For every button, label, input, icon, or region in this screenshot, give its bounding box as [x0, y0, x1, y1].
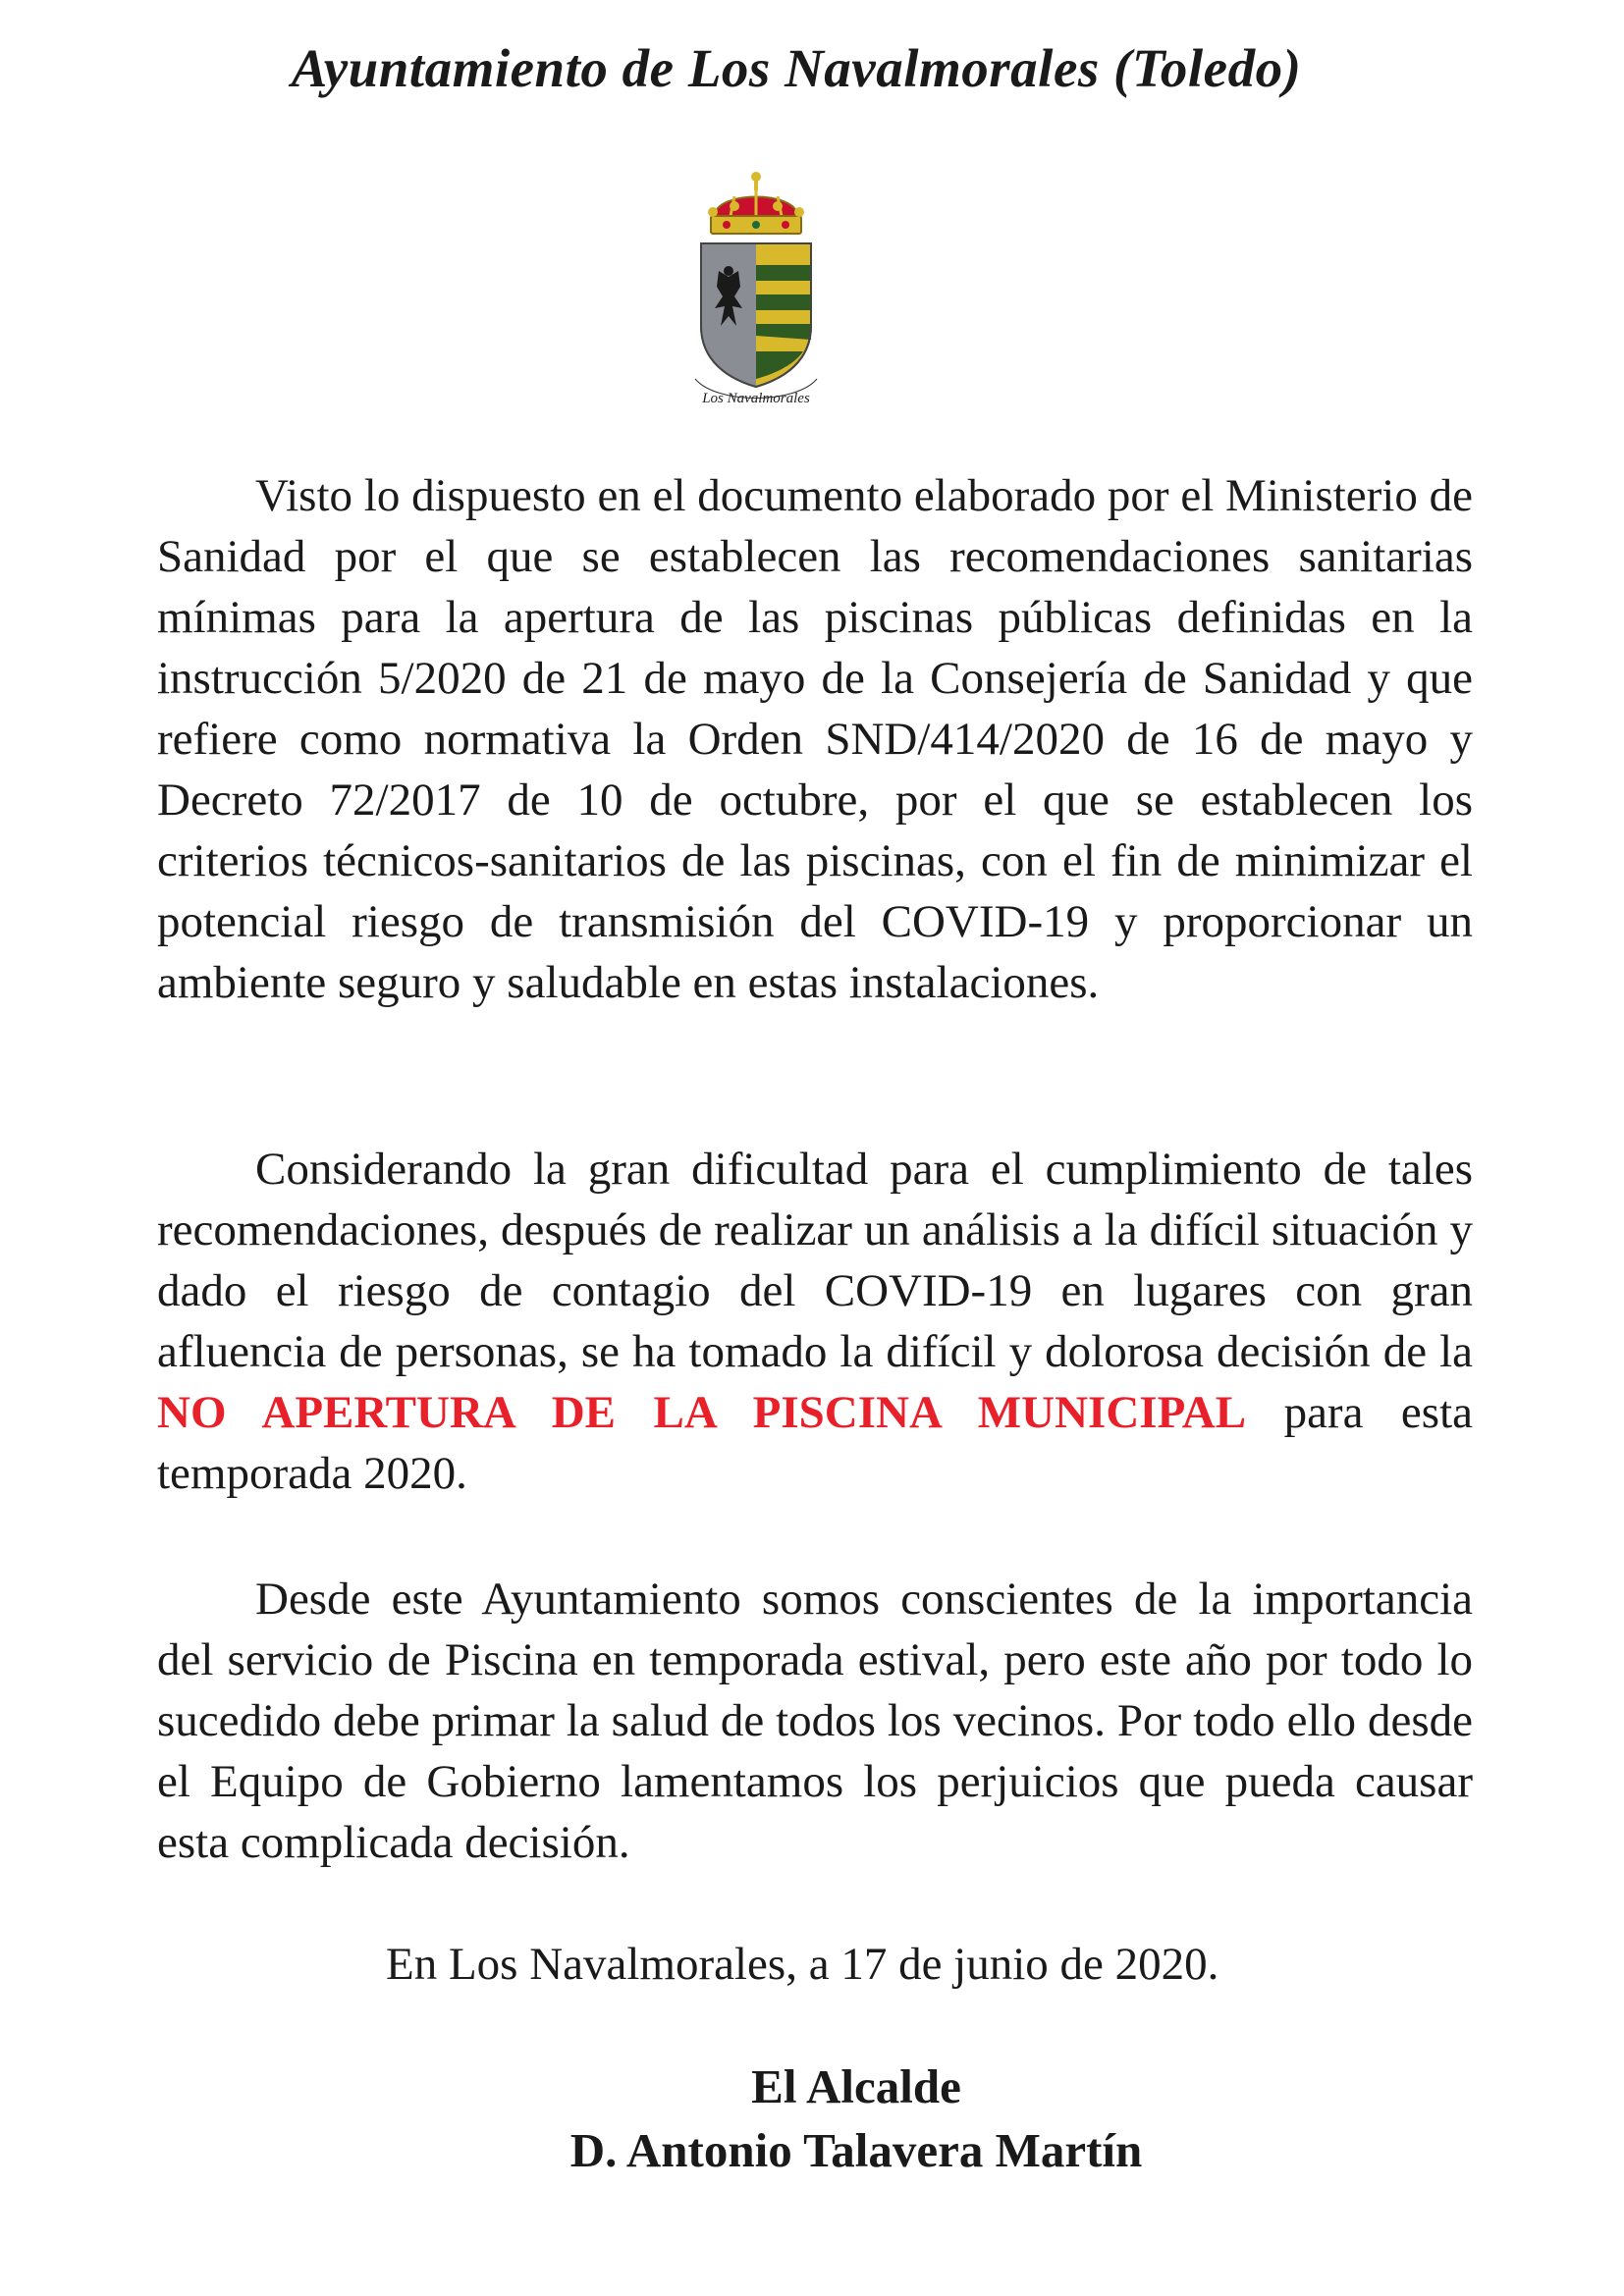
- emblem-caption: Los Navalmorales: [702, 391, 810, 406]
- document-title: Ayuntamiento de Los Navalmorales (Toledo): [291, 38, 1302, 98]
- paragraph-desde: Desde este Ayuntamiento somos conscientes de la importancia del servicio de Piscina en temporada estival, pero este año por todo lo sucedido debe primar la salud de todos los vecinos. Por todo ello desde el Equipo de Gobierno lamentamos los perjuicios que pueda causar esta complicada decisión.: [157, 1574, 1473, 1868]
- paragraph-considerando: Considerando la gran dificultad para el cumplimiento de tales recomendaciones, después de realizar un análisis a la difícil situación y dado el riesgo de contagio del COVID-19 en lugares con gran afluencia de personas, se ha tomado la difícil y dolorosa decisión de la NO APERTURA DE LA PISCINA MUNICIPAL para esta temporada 2020.: [157, 1144, 1473, 1499]
- date-line: En Los Navalmorales, a 17 de junio de 2020.: [386, 1939, 1219, 1990]
- crown-icon: [708, 172, 804, 234]
- highlight-no-apertura: NO APERTURA DE LA PISCINA MUNICIPAL: [157, 1387, 1247, 1438]
- signature-role: El Alcalde: [751, 2059, 961, 2113]
- signature-name: D. Antonio Talavera Martín: [569, 2123, 1143, 2177]
- coat-of-arms-emblem: [687, 169, 825, 409]
- paragraph-visto: Visto lo dispuesto en el documento elaborado por el Ministerio de Sanidad por el que se establecen las recomendaciones sanitarias mínimas para la apertura de las piscinas públicas definidas en la instrucción 5/2020 de 21 de mayo de la Consejería de Sanidad y que refiere como normativa la Orden SND/414/2020 de 16 de mayo y Decreto 72/2017 de 10 de octubre, por el que se establecen los criterios técnicos-sanitarios de las piscinas, con el fin de minimizar el potencial riesgo de transmisión del COVID-19 y proporcionar un ambiente seguro y saludable en estas instalaciones.: [157, 470, 1473, 1008]
- shield-icon: [701, 243, 811, 387]
